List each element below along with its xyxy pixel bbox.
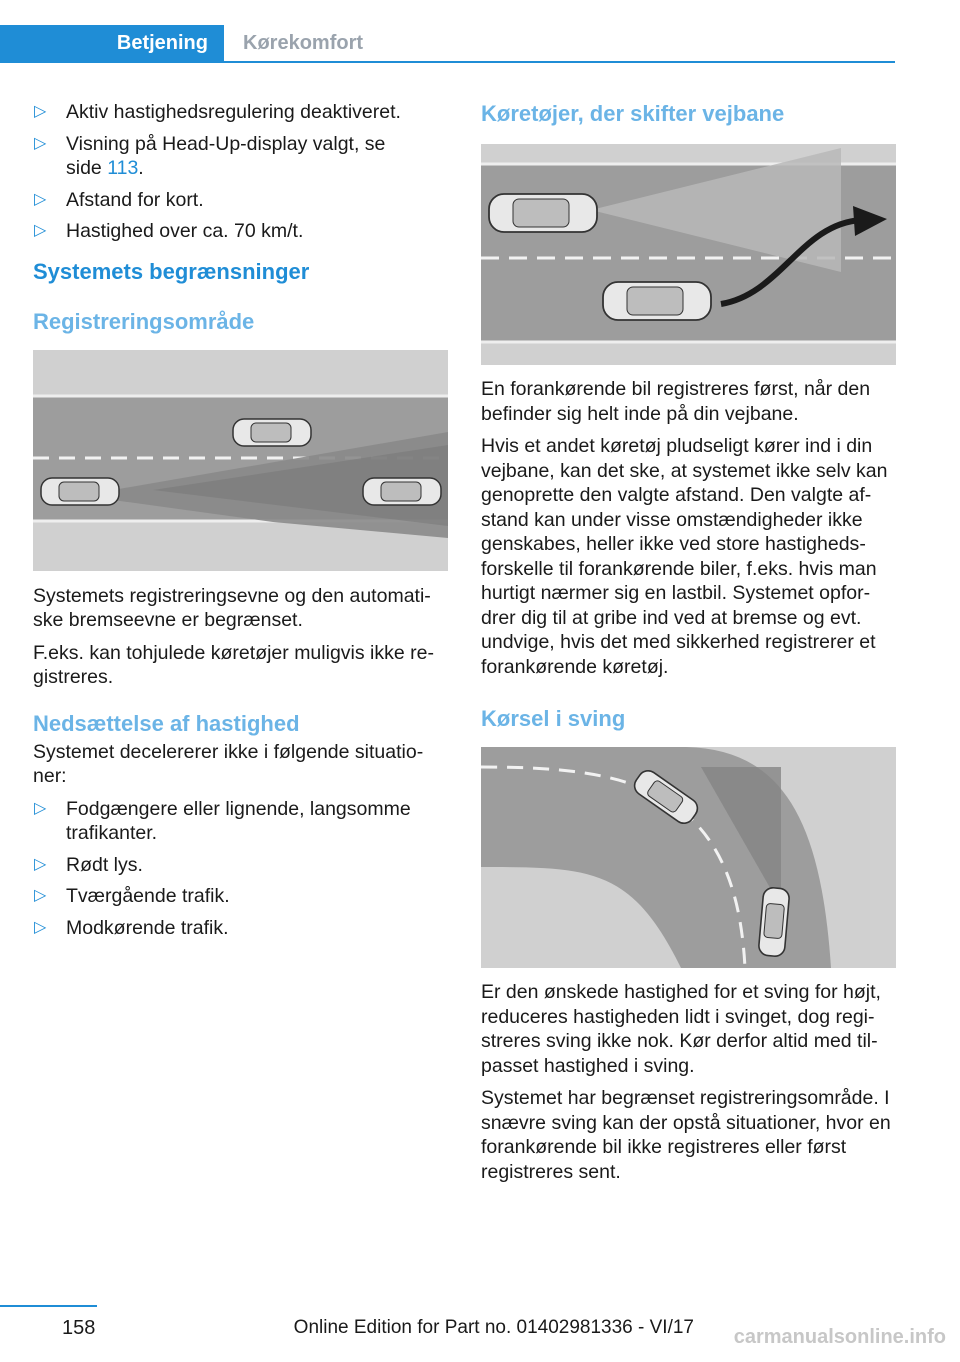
list-item: ▷ Modkørende trafik. <box>34 916 229 939</box>
chapter-tabbar <box>0 25 895 63</box>
list-item: ▷ Tværgående trafik. <box>34 885 230 907</box>
right-column <box>481 100 896 1192</box>
paragraph: Systemet har begrænset registreringsområde. I snævre sving kan der opstå situationer, hvor en forankørende bil ikke registreres eller først registreres sent. <box>481 1087 891 1183</box>
triangle-bullet-icon: ▷ <box>34 887 47 904</box>
paragraph: Systemet decelererer ikke i følgende situationer: <box>33 740 424 787</box>
car-icon <box>41 478 119 505</box>
list-item: ▷ Aktiv hastighedsregulering deaktiveret. <box>34 101 401 123</box>
car-icon <box>233 419 311 446</box>
condition-list <box>33 100 448 244</box>
curve-figure <box>481 747 896 968</box>
heading-koretojer-skifter-vejbane: Køretøjer, der skifter vejbane <box>481 101 785 126</box>
footer-divider <box>0 1305 97 1307</box>
paragraph: Hvis et andet køretøj pludseligt kører ind i din vejbane, kan det ske, at systemet ikke selv kan genoprette den valgte afstand. Den valgte afstand kan under visse omstændigheder ikke genskabes, heller ikke ved store hastighedsforskelle til forankørende biler, f.eks. hvis man hurtigt nærmer sig en lastbil. Systemet opfordrer dig til at gribe ind ved at bremse og evt. undvige, hvis det med sikkerhed registrerer et forankørende køretøj. <box>481 435 888 678</box>
paragraph: Systemets registreringsevne og den automatiske bremseevne er begrænset. <box>33 584 431 631</box>
car-icon <box>363 478 441 505</box>
triangle-bullet-icon: ▷ <box>34 918 47 936</box>
situation-list <box>33 797 448 941</box>
list-item: ▷ Fodgængere eller lignende, langsomme trafikanter. <box>34 797 411 844</box>
triangle-bullet-icon: ▷ <box>34 103 47 120</box>
page-link[interactable]: 113 <box>107 157 139 179</box>
detection-range-figure <box>33 350 448 571</box>
list-item: ▷ Visning på Head-Up-display valgt, se side 113. <box>34 132 386 179</box>
lane-change-figure <box>481 144 896 365</box>
left-column <box>33 100 448 947</box>
paragraph: Er den ønskede hastighed for et sving for højt, reduceres hastigheden lidt i svinget, dog registreres sving ikke nok. Kør derfor altid med tilpasset hastighed i sving. <box>481 981 881 1077</box>
heading-registreringsomraade: Registreringsområde <box>33 308 255 334</box>
triangle-bullet-icon: ▷ <box>34 190 47 208</box>
list-item: ▷ Hastighed over ca. 70 km/t. <box>34 220 304 242</box>
triangle-bullet-icon: ▷ <box>34 799 47 817</box>
page-number: 158 <box>62 1317 96 1339</box>
triangle-bullet-icon: ▷ <box>34 222 47 239</box>
list-item: ▷ Afstand for kort. <box>34 188 204 211</box>
tab-betjening[interactable]: Betjening <box>0 25 224 61</box>
heading-korsel-i-sving: Kørsel i sving <box>481 706 626 731</box>
heading-nedsaettelse-af-hastighed: Nedsættelse af hastighed <box>33 710 300 736</box>
paragraph: F.eks. kan tohjulede køretøjer muligvis ikke registreres. <box>33 641 434 688</box>
car-icon <box>489 194 597 232</box>
triangle-bullet-icon: ▷ <box>34 134 47 152</box>
tab-korekomfort[interactable]: Kørekomfort <box>243 32 364 54</box>
edition-text: Online Edition for Part no. 01402981336 - VI/17 <box>293 1317 694 1338</box>
car-icon <box>758 887 790 957</box>
car-icon <box>603 282 711 320</box>
list-item: ▷ Rødt lys. <box>34 853 143 876</box>
heading-systemets-begraensninger: Systemets begrænsninger <box>33 258 310 284</box>
watermark: carmanualsonline.info <box>733 1326 946 1348</box>
paragraph: En forankørende bil registreres først, når den befinder sig helt inde på din vejbane. <box>481 378 871 425</box>
triangle-bullet-icon: ▷ <box>34 855 47 873</box>
